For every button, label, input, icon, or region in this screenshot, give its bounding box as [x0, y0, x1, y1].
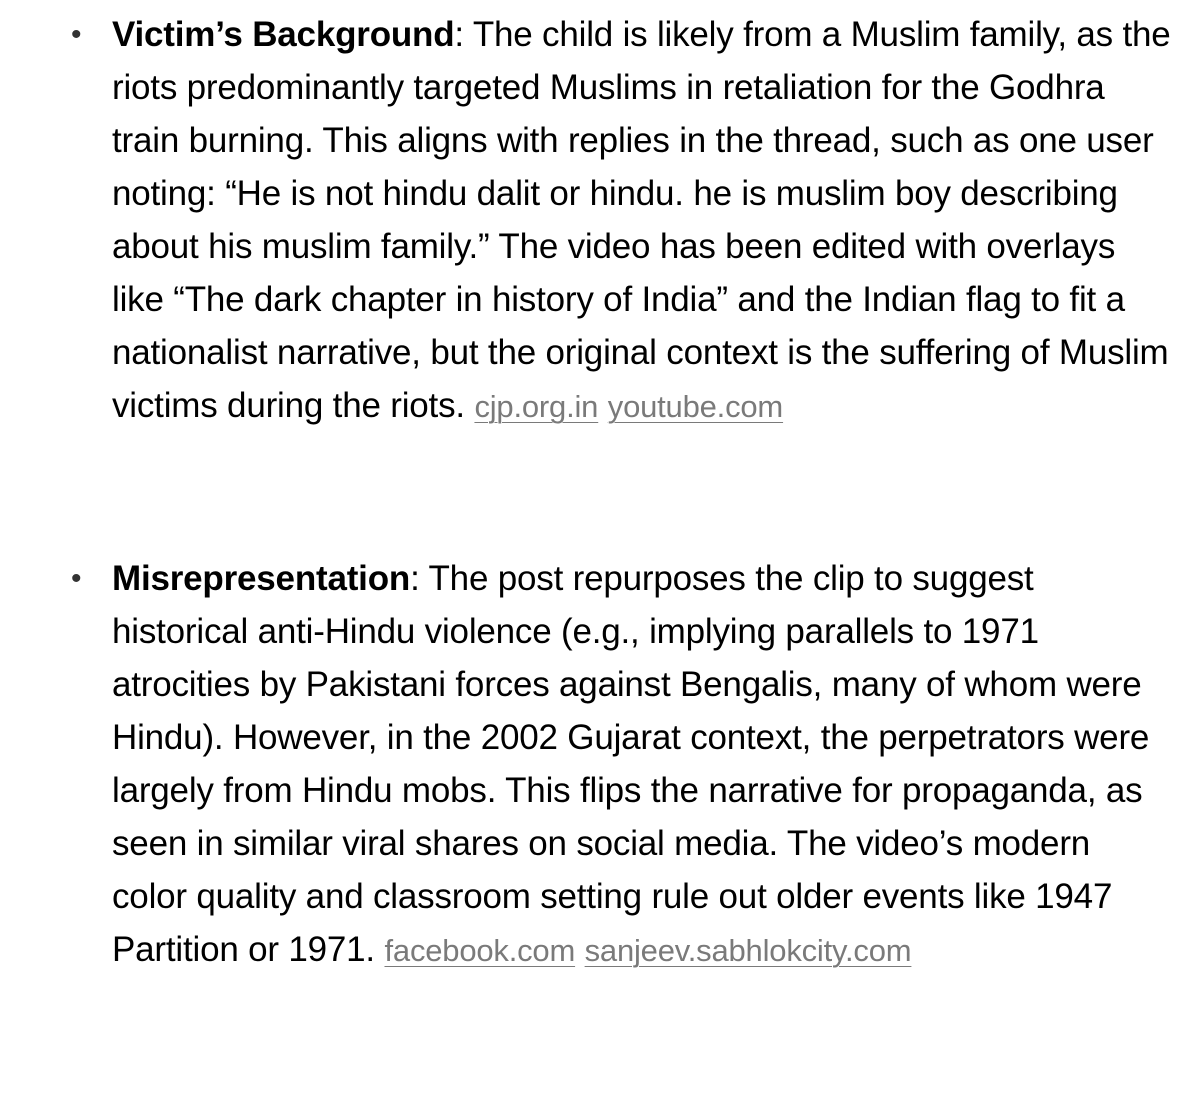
list-item-victims-background — [71, 8, 1172, 433]
term-heading: Misrepresentation — [112, 559, 411, 598]
bullet-icon: • — [71, 562, 82, 595]
source-link-facebook[interactable]: facebook.com — [384, 933, 576, 968]
body-text: The post repurposes the clip to suggest historical anti-Hindu violence (e.g., implying parallels to 1971 atrocities by Pakistani forces against Bengalis, many of whom were Hindu). However, in the 2002 Gujarat context, the perpetrators were largely from Hindu mobs. This flips the narrative for propaganda, as seen in similar viral shares on social media. The video’s modern color quality and classroom setting rule out older events like 1947 Partition or 1971. — [112, 559, 1150, 969]
body-text: The child is likely from a Muslim family, as the riots predominantly targeted Muslims in retaliation for the Godhra train burning. This aligns with replies in the thread, such as one user noting: “He is not hindu dalit or hindu. he is muslim boy describing about his muslim family.” The video has been edited with overlays like “The dark chapter in history of India” and the Indian flag to fit a nationalist narrative, but the original context is the suffering of Muslim victims during the riots. — [112, 15, 1171, 425]
term-separator: : — [454, 15, 473, 54]
term-separator: : — [410, 559, 429, 598]
source-link-youtube[interactable]: youtube.com — [607, 389, 784, 424]
source-link-cjp[interactable]: cjp.org.in — [474, 389, 599, 424]
source-link-sabhlokcity[interactable]: sanjeev.sabhlokcity.com — [584, 933, 912, 968]
list-item-misrepresentation — [71, 552, 1172, 977]
bullet-icon: • — [71, 18, 82, 51]
term-heading: Victim’s Background — [112, 15, 455, 54]
